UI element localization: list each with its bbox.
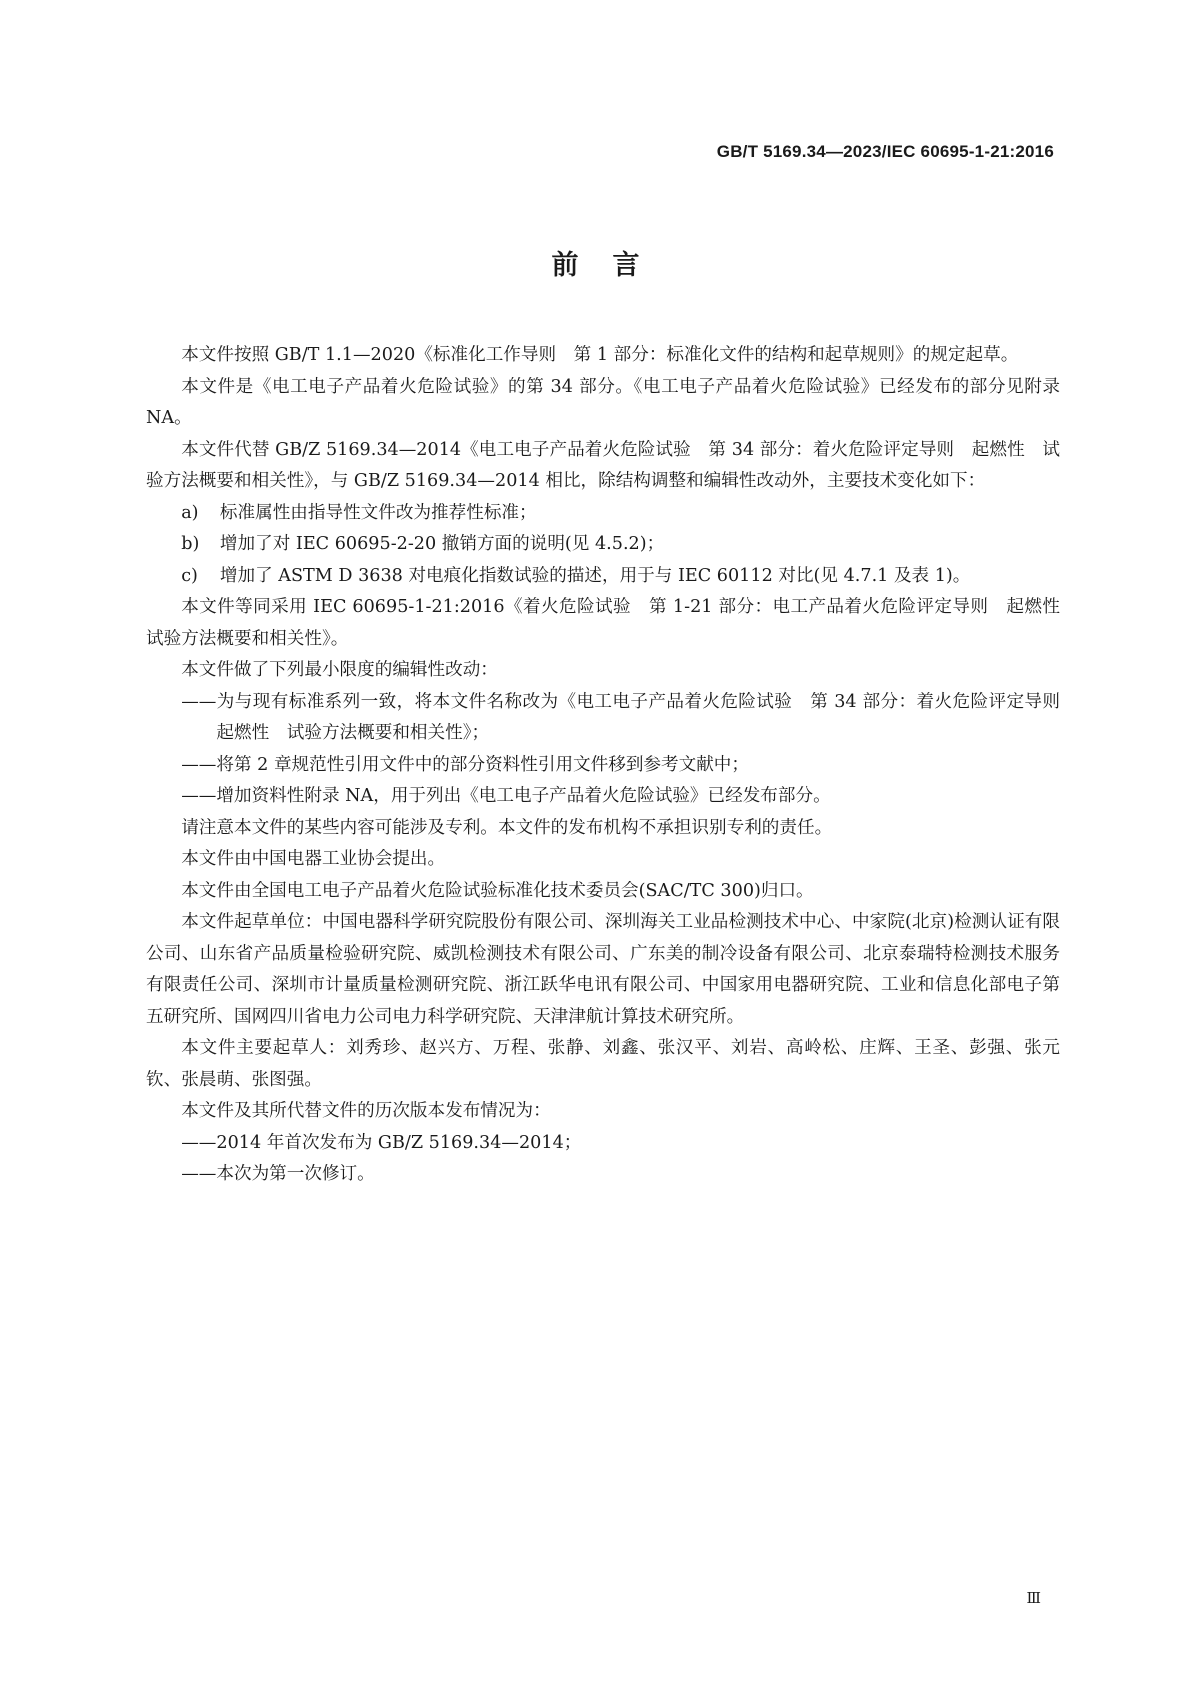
- paragraph-under-jurisdiction: 本文件由全国电工电子产品着火危险试验标准化技术委员会(SAC/TC 300)归口。: [181, 880, 814, 901]
- paragraph-history-intro: 本文件及其所代替文件的历次版本发布情况为：: [181, 1101, 551, 1121]
- edit-item: ——为与现有标准系列一致，将本文件名称改为《电工电子产品着火危险试验 第 34 部分：着火危险评定导则 起燃性 试验方法概要和相关性》；: [181, 691, 1078, 743]
- paragraph-patent-notice: 请注意本文件的某些内容可能涉及专利。本文件的发布机构不承担识别专利的责任。: [181, 817, 833, 838]
- paragraph-drafting-units: 本文件起草单位：中国电器科学研究院股份有限公司、深圳海关工业品检测技术中心、中家院(北京)检测认证有限公司、山东省产品质量检验研究院、威凯检测技术有限公司、广东美的制冷设备有限公司、北京泰瑞特检测技术服务有限责任公司、深圳市计量质量检测研究院、浙江跃华电讯有限公司、中国家用电器研究院、工业和信息化部电子第五研究所、国网四川省电力公司电力科学研究院、天津津航计算技术研究所。: [146, 912, 1060, 1027]
- change-item-text: 增加了对 IEC 60695-2-20 撤销方面的说明(见 4.5.2)；: [219, 534, 665, 554]
- change-item-text: 标准属性由指导性文件改为推荐性标准；: [219, 502, 537, 523]
- paragraph-drafting-rules: 本文件按照 GB/T 1.1—2020《标准化工作导则 第 1 部分：标准化文件的结构和起草规则》的规定起草。: [181, 345, 1019, 365]
- page-number: Ⅲ: [1026, 1589, 1041, 1607]
- paragraph-replaces: 本文件代替 GB/Z 5169.34—2014《电工电子产品着火危险试验 第 34 部分：着火危险评定导则 起燃性 试验方法概要和相关性》，与 GB/Z 5169.34—2014 相比，除结构调整和编辑性改动外，主要技术变化如下：: [146, 439, 1060, 491]
- change-item: [146, 529, 1060, 561]
- page-title: 前言: [551, 250, 674, 281]
- change-item: [146, 561, 1060, 593]
- change-item-label: c): [181, 565, 198, 586]
- history-item: ——本次为第一次修订。: [181, 1164, 375, 1184]
- change-item-text: 增加了 ASTM D 3638 对电痕化指数试验的描述，用于与 IEC 60112 对比(见 4.7.1 及表 1)。: [219, 565, 971, 586]
- change-item-label: b): [181, 534, 200, 554]
- document-identifier: GB/T 5169.34—2023/IEC 60695-1-21:2016: [716, 142, 1054, 161]
- paragraph-editorial-changes: 本文件做了下列最小限度的编辑性改动：: [181, 660, 498, 680]
- edit-item: ——增加资料性附录 NA，用于列出《电工电子产品着火危险试验》已经发布部分。: [181, 786, 831, 806]
- foreword-body: [146, 340, 1078, 1191]
- paragraph-proposed-by: 本文件由中国电器工业协会提出。: [181, 849, 446, 869]
- paragraph-series-part: 本文件是《电工电子产品着火危险试验》的第 34 部分。《电工电子产品着火危险试验》已经发布的部分见附录 NA。: [146, 376, 1060, 428]
- paragraph-identical-adoption: 本文件等同采用 IEC 60695-1-21:2016《着火危险试验 第 1-21 部分：电工产品着火危险评定导则 起燃性 试验方法概要和相关性》。: [146, 597, 1078, 649]
- history-item: ——2014 年首次发布为 GB/Z 5169.34—2014；: [181, 1132, 582, 1153]
- edit-item: ——将第 2 章规范性引用文件中的部分资料性引用文件移到参考文献中；: [181, 754, 749, 775]
- paragraph-drafters: 本文件主要起草人：刘秀珍、赵兴方、万程、张静、刘鑫、张汉平、刘岩、高岭松、庄辉、王圣、彭强、张元钦、张晨萌、张图强。: [146, 1038, 1060, 1090]
- change-item: [146, 498, 1060, 530]
- change-item-label: a): [181, 502, 199, 523]
